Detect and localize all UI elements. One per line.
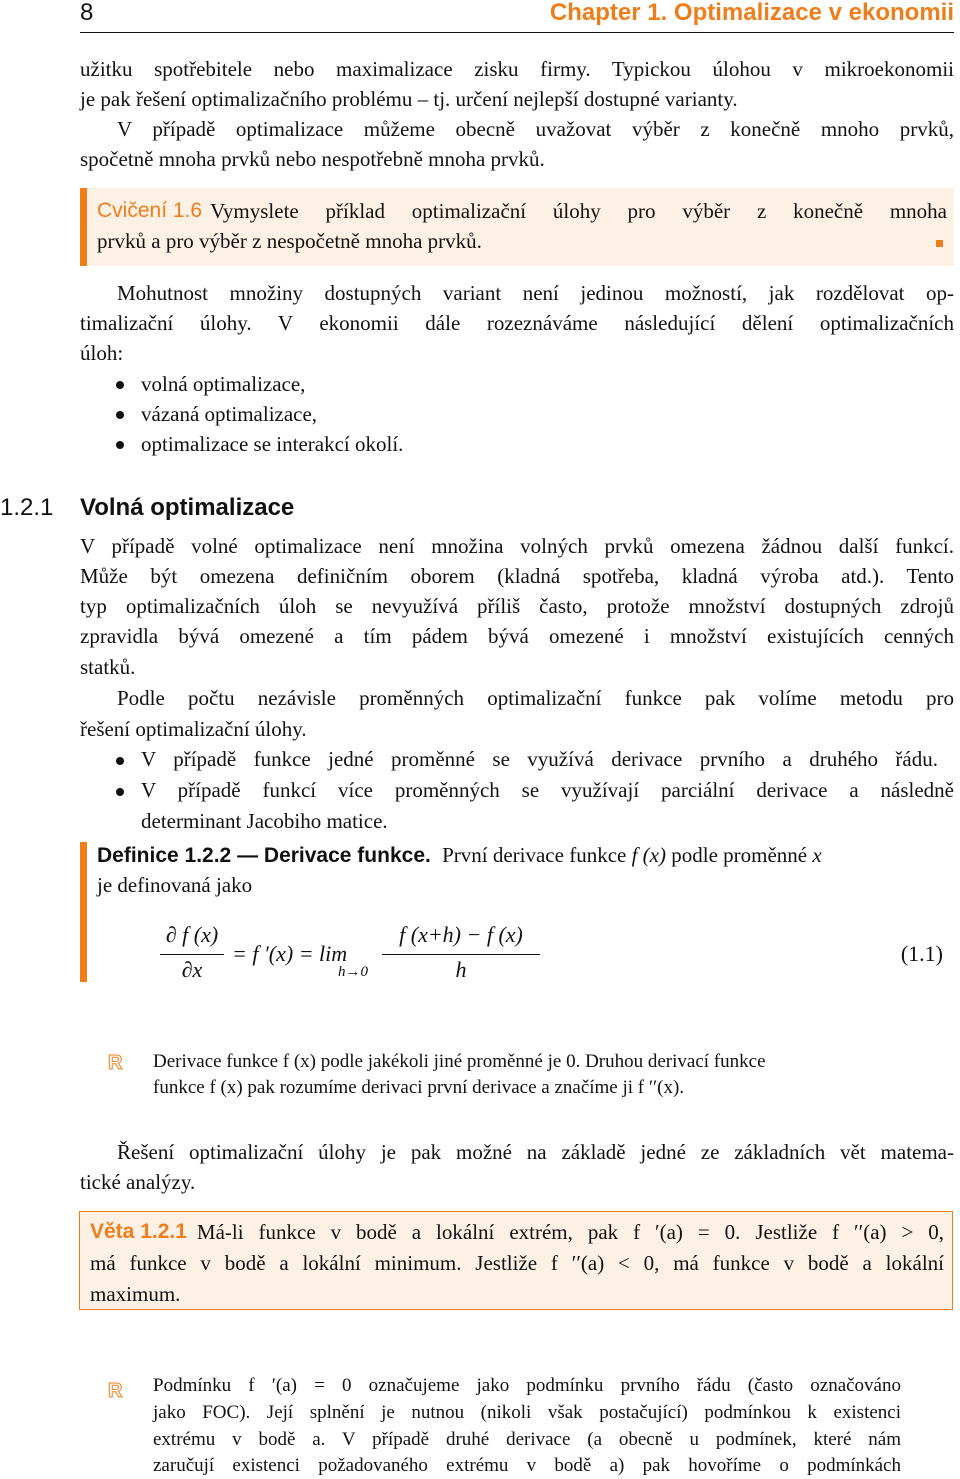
definition-text-2: podle proměnné [671,843,808,867]
definition-line-2: je definovaná jako [97,873,253,897]
list-item: volná optimalizace, [141,372,306,396]
remark-marker: R [108,1052,123,1074]
definition-bar [80,842,87,982]
definition-fx: f (x) [631,843,666,867]
exercise-line-1 [97,196,947,226]
definition-label: Definice 1.2.2 — Derivace funkce. [97,844,431,867]
exercise-bar [80,188,87,266]
theorem-line-3: maximum. [90,1282,181,1306]
para2-line-3: úloh: [80,341,124,365]
definition-text-1: První derivace funkce [442,843,627,867]
exercise-label: Cvičení 1.6 [97,199,203,222]
theorem-line-2: má funkce v bodě a lokální minimum. Jestliže f ′′(a) < 0, má funkce v bodě a lokální [90,1251,944,1275]
eq-middle: = f ′(x) = lim [232,941,348,966]
remark1-line-1: Derivace funkce f (x) podle jakékoli jiné proměnné je 0. Druhou derivací funkce [153,1051,766,1072]
eq-partial-fraction-bar [160,954,224,955]
equation-number: (1.1) [900,941,943,966]
definition-line-1 [97,840,822,871]
exercise-text-1: Vymyslete příklad optimalizační úlohy pro výběr z konečně mnoha [210,199,947,223]
definition-x: x [812,843,822,867]
equation [160,922,954,992]
remark2-line-4: zaručují existenci požadovaného extrému v bodě a) pak hovoříme o podmínkách [153,1455,901,1476]
list2-item-2-line-2: determinant Jacobiho matice. [141,809,388,833]
remark1-line-2: funkce f (x) pak rozumíme derivaci první derivace a značíme ji f ′′(x). [153,1077,685,1098]
page-number: 8 [80,0,94,26]
para3-line-5: statků. [80,655,136,679]
intro-line-1: užitku spotřebitele nebo maximalizace zisku firmy. Typickou úlohou v mikroekonomii [80,57,954,81]
bullet [116,788,124,796]
remark2-line-2: jako FOC). Její splnění je nutnou (nikoli však postačující) podmínkou k existenci [153,1402,901,1423]
bullet [116,381,124,389]
intro-line-4: spočetně mnoha prvků nebo nespotřebně mnoha prvků. [80,147,545,171]
para3-line-1: V případě volné optimalizace není množina volných prvků omezena žádnou další funkcí. [80,534,954,558]
section-number: 1.2.1 [0,494,54,521]
list2-item-1: V případě funkce jedné proměnné se využívá derivace prvního a druhého řádu. [141,747,938,771]
para2-line-1: Mohutnost množiny dostupných variant není jedinou možností, jak rozdělovat op- [117,281,954,305]
para3-line-3: typ optimalizačních úloh se nevyužívá příliš často, protože množství dostupných zdrojů [80,594,954,618]
para5-line-1: Řešení optimalizační úlohy je pak možné na základě jedné ze základních vět matema- [117,1140,954,1164]
para4-line-1: Podle počtu nezávisle proměnných optimalizační funkce pak volíme metodu pro [117,686,954,710]
list-item: vázaná optimalizace, [141,402,318,426]
eq-partial-numerator: ∂ f (x) [165,922,219,947]
section-title: Volná optimalizace [80,494,295,521]
eq-fraction-denominator: h [455,957,467,982]
remark2-line-3: extrému v bodě a. V případě druhé derivace (a obecně u podmínek, které nám [153,1429,901,1450]
end-marker-square [936,240,943,247]
eq-fraction-bar [382,954,540,955]
list-item: optimalizace se interakcí okolí. [141,432,404,456]
intro-line-2: je pak řešení optimalizačního problému – tj. určení nejlepší dostupné varianty. [80,87,738,111]
remark-marker: R [108,1380,123,1402]
chapter-title: Chapter 1. Optimalizace v ekonomii [549,0,954,26]
bullet [116,441,124,449]
para5-line-2: tické analýzy. [80,1170,196,1194]
remark2-line-1: Podmínku f ′(a) = 0 označujeme jako podmínku prvního řádu (často označováno [153,1375,901,1396]
eq-partial-denominator: ∂x [181,957,203,982]
eq-fraction-numerator: f (x+h) − f (x) [399,922,523,947]
bullet [116,411,124,419]
para3-line-4: zpravidla bývá omezené a tím pádem bývá omezené i množství existujících cenných [80,624,954,648]
bullet [116,757,124,765]
eq-limit-sub: h→0 [338,964,368,980]
theorem-line-1 [90,1217,944,1247]
para3-line-2: Může být omezena definičním oborem (kladná spotřeba, kladná výroba atd.). Tento [80,564,954,588]
list2-item-2-line-1: V případě funkcí více proměnných se využívají parciální derivace a následně [141,778,954,802]
exercise-line-2: prvků a pro výběr z nespočetně mnoha prvků. [97,229,482,253]
para2-line-2: timalizační úlohy. V ekonomii dále rozeznáváme následující dělení optimalizačních [80,311,954,335]
intro-line-3: V případě optimalizace můžeme obecně uvažovat výběr z konečně mnoho prvků, [117,117,954,141]
theorem-label: Věta 1.2.1 [90,1220,187,1243]
theorem-text-1: Má-li funkce v bodě a lokální extrém, pak f ′(a) = 0. Jestliže f ′′(a) > 0, [196,1220,944,1244]
para4-line-2: řešení optimalizační úlohy. [80,717,307,741]
header-rule [80,32,954,33]
